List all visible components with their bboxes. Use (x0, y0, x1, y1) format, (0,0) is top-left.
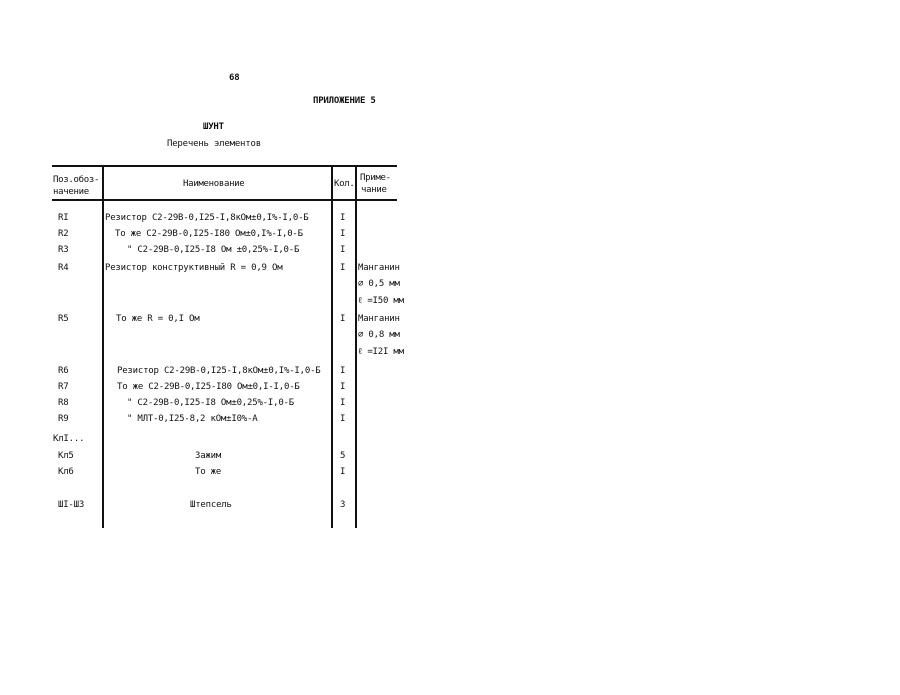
header-note-line1: Приме- (360, 173, 391, 183)
table-cell-name: " С2-29В-0,I25-I8 Ом ±0,25%-I,0-Б (127, 245, 300, 255)
table-cell-qty: 3 (340, 500, 346, 510)
header-pos-line1: Поз.обоз- (53, 175, 100, 185)
table-cell-pos: R9 (58, 414, 69, 424)
table-cell-pos: RI (58, 213, 69, 223)
document-subtitle: Перечень элементов (167, 139, 261, 149)
table-cell-pos: R5 (58, 314, 69, 324)
document-title: ШУНТ (203, 122, 224, 132)
table-cell-note: ∅ 0,5 мм (358, 279, 400, 289)
table-cell-name: То же R = 0,I Ом (116, 314, 200, 324)
header-pos-line2: начение (53, 187, 89, 197)
column-divider-name (331, 166, 333, 528)
appendix-label: ПРИЛОЖЕНИЕ 5 (313, 96, 376, 106)
column-divider-qty (355, 166, 357, 528)
table-cell-name: " С2-29В-0,I25-I8 Ом±0,25%-I,0-Б (127, 398, 294, 408)
table-cell-qty: I (340, 245, 346, 255)
table-cell-pos: R6 (58, 366, 69, 376)
table-cell-qty: I (340, 263, 346, 273)
table-cell-name: То же С2-29В-0,I25-I80 Ом±0,I-I,0-Б (117, 382, 300, 392)
table-cell-name: Зажим (195, 451, 222, 461)
column-divider-pos (102, 166, 104, 528)
table-cell-qty: I (340, 213, 346, 223)
table-cell-pos: Кл5 (58, 451, 74, 461)
table-cell-qty: I (340, 382, 346, 392)
table-cell-pos: R2 (58, 229, 69, 239)
table-cell-qty: I (340, 229, 346, 239)
table-cell-note: ℓ =I50 мм (358, 296, 404, 306)
table-cell-name: " МЛТ-0,I25-8,2 кОм±I0%-А (127, 414, 258, 424)
table-cell-pos: Кл6 (58, 467, 74, 477)
header-qty: Кол. (334, 179, 355, 189)
table-cell-qty: I (340, 314, 346, 324)
table-cell-name: То же (195, 467, 222, 477)
header-note-line2: чание (361, 185, 387, 195)
table-cell-note: ℓ =I2I мм (358, 347, 404, 357)
table-cell-pos: R4 (58, 263, 69, 273)
table-cell-qty: I (340, 366, 346, 376)
table-cell-name: Резистор конструктивный R = 0,9 Ом (105, 263, 283, 273)
table-cell-pos: R3 (58, 245, 69, 255)
table-cell-pos: КлI... (53, 434, 85, 444)
table-cell-note: Манганин (358, 263, 400, 273)
table-cell-pos: ШI-Ш3 (58, 500, 85, 510)
table-cell-pos: R8 (58, 398, 69, 408)
page-number: 68 (229, 73, 240, 83)
table-cell-name: Штепсель (190, 500, 232, 510)
header-name: Наименование (183, 179, 245, 189)
table-cell-pos: R7 (58, 382, 69, 392)
table-cell-qty: I (340, 414, 346, 424)
table-cell-note: ∅ 0,8 мм (358, 330, 400, 340)
table-cell-qty: I (340, 467, 346, 477)
table-cell-qty: I (340, 398, 346, 408)
table-cell-name: То же С2-29В-0,I25-I80 Ом±0,I%-I,0-Б (115, 229, 303, 239)
table-cell-note: Манганин (358, 314, 400, 324)
table-cell-name: Резистор С2-29В-0,I25-I,8кОм±0,I%-I,0-Б (117, 366, 321, 376)
table-cell-name: Резистор С2-29В-0,I25-I,8кОм±0,I%-I,0-Б (105, 213, 309, 223)
table-cell-qty: 5 (340, 451, 346, 461)
